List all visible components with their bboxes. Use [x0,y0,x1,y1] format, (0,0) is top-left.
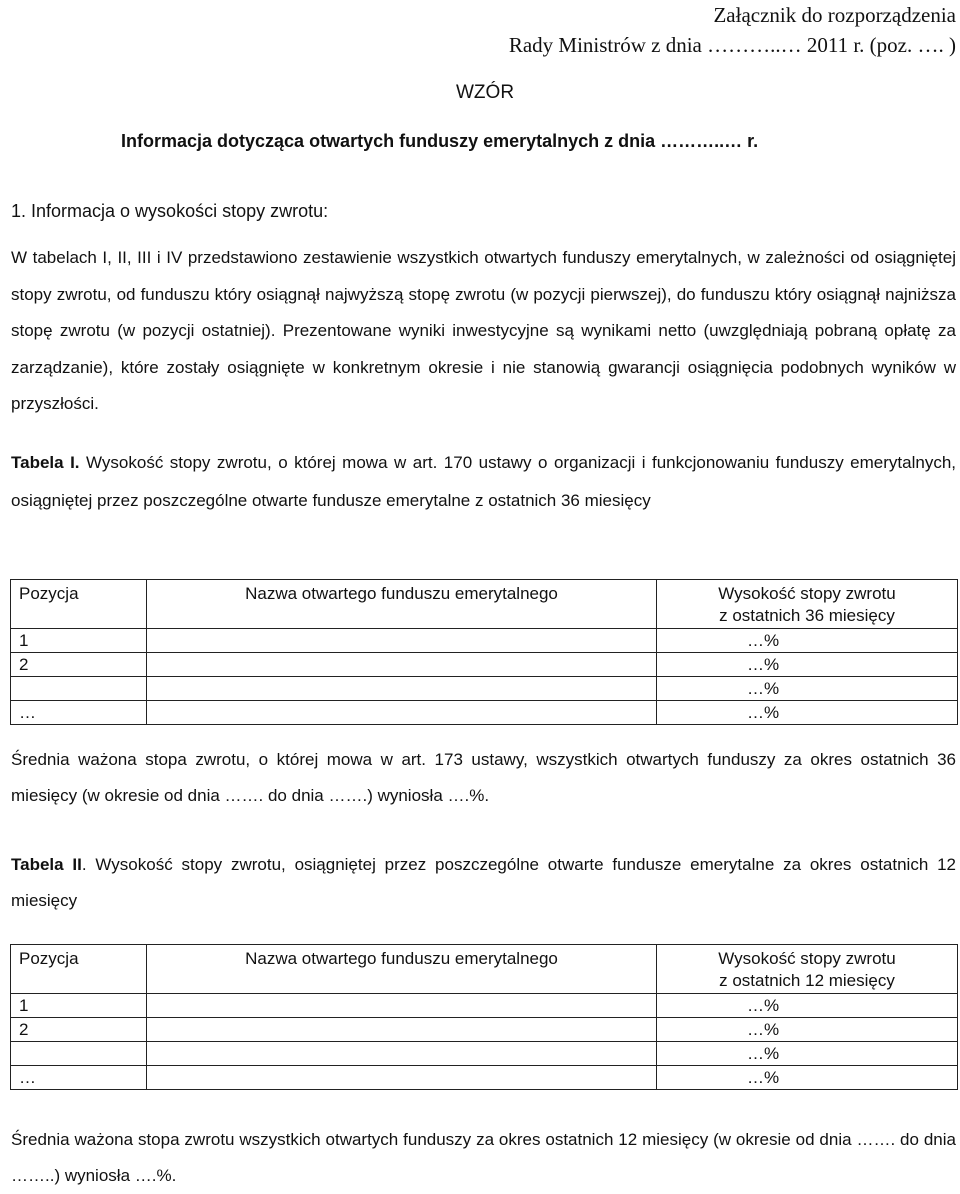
table-row [11,701,958,725]
table-1-caption-text: Wysokość stopy zwrotu, o której mowa w art. 170 ustawy o organizacji i funkcjonowaniu funduszy emerytalnych, osiągniętej przez poszczególne otwarte fundusze emerytalne z ostatnich 36 miesięcy [11,453,956,510]
table-cell-rate: …% [657,1018,958,1042]
table-cell-rate: …% [657,1066,958,1090]
annex-line-1: Załącznik do rozporządzenia [713,3,956,27]
document-title: Informacja dotycząca otwartych funduszy emerytalnych z dnia ………..… r. [121,131,759,151]
table-1-header-rate-line-1: Wysokość stopy zwrotu [718,584,896,603]
table-1-header-position: Pozycja [11,580,147,629]
table-cell-position: 2 [11,653,147,677]
table-cell-name [147,629,657,653]
table-2-header-rate [657,945,958,994]
table-1-header-row [11,580,958,629]
table-cell-rate: …% [657,677,958,701]
table-row [11,994,958,1018]
table-2-header-rate-line-2: z ostatnich 12 miesięcy [719,971,895,990]
table-1-average-text: Średnia ważona stopa zwrotu, o której mowa w art. 173 ustawy, wszystkich otwartych funduszy za okres ostatnich 36 miesięcy (w okresie od dnia ……. do dnia …….) wyniosła ….%. [11,750,956,805]
table-row [11,677,958,701]
table-cell-rate: …% [657,994,958,1018]
table-1 [10,579,958,725]
table-row [11,1018,958,1042]
section-1-heading: 1. Informacja o wysokości stopy zwrotu: [11,201,329,221]
table-1-label: Tabela I. [11,453,80,472]
table-cell-name [147,653,657,677]
table-2-header-row [11,945,958,994]
table-cell-position [11,677,147,701]
table-cell-name [147,994,657,1018]
table-1-header-rate-line-2: z ostatnich 36 miesięcy [719,606,895,625]
table-2-caption-text: . Wysokość stopy zwrotu, osiągniętej przez poszczególne otwarte fundusze emerytalne za okres ostatnich 12 miesięcy [11,855,957,910]
table-row [11,629,958,653]
table-cell-position: 1 [11,629,147,653]
table-2 [10,944,958,1090]
table-cell-rate: …% [657,1042,958,1066]
intro-paragraph: W tabelach I, II, III i IV przedstawiono zestawienie wszystkich otwartych funduszy emerytalnych, w zależności od osiągniętej stopy zwrotu, od funduszu który osiągnął najwyższą stopę zwrotu (w pozycji pierwszej), do funduszu który osiągnął najniższa stopę zwrotu (w pozycji ostatniej). Prezentowane wyniki inwestycyjne są wynikami netto (uwzględniają pobraną opłatę za zarządzanie), które zostały osiągnięte w konkretnym okresie i nie stanowią gwarancji osiągnięcia podobnych wyników w przyszłości. [11,248,956,413]
table-cell-rate: …% [657,629,958,653]
table-2-average-text: Średnia ważona stopa zwrotu wszystkich otwartych funduszy za okres ostatnich 12 miesięcy (w okresie od dnia ……. do dnia ……..) wyniosła ….%. [11,1130,956,1185]
table-cell-name [147,1066,657,1090]
table-1-caption [11,444,956,519]
template-label: WZÓR [456,82,515,103]
annex-line-2: Rady Ministrów z dnia ………..… 2011 r. (poz. …. ) [508,33,956,57]
table-cell-position: 1 [11,994,147,1018]
table-cell-position [11,1042,147,1066]
table-2-header-rate-line-1: Wysokość stopy zwrotu [718,949,896,968]
table-cell-position: 2 [11,1018,147,1042]
table-2-caption [11,847,956,919]
table-cell-position: … [11,1066,147,1090]
table-cell-position: … [11,701,147,725]
table-cell-name [147,1042,657,1066]
table-cell-name [147,701,657,725]
table-2-label: Tabela II [11,855,82,874]
table-2-header-position: Pozycja [11,945,147,994]
table-cell-name [147,677,657,701]
table-1-header-name: Nazwa otwartego funduszu emerytalnego [147,580,657,629]
table-cell-rate: …% [657,701,958,725]
table-cell-name [147,1018,657,1042]
table-row [11,1042,958,1066]
table-row [11,1066,958,1090]
table-cell-rate: …% [657,653,958,677]
annex-header [509,0,956,60]
table-1-header-rate [657,580,958,629]
table-row [11,653,958,677]
table-2-header-name: Nazwa otwartego funduszu emerytalnego [147,945,657,994]
